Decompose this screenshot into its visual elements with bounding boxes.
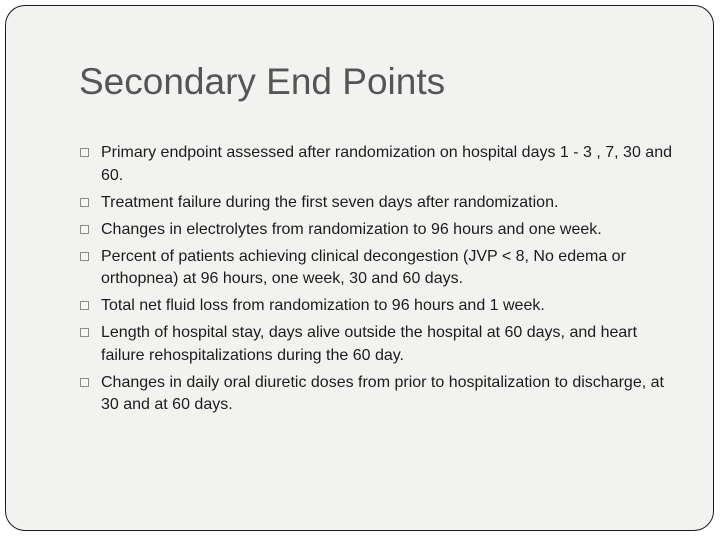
- square-bullet-icon: [80, 225, 89, 234]
- bullet-text: Primary endpoint assessed after randomization on hospital days 1 - 3 , 7, 30 and 60.: [101, 144, 672, 184]
- bullet-list: [80, 142, 680, 421]
- bullet-text: Total net fluid loss from randomization to 96 hours and 1 week.: [101, 297, 545, 314]
- square-bullet-icon: [80, 301, 89, 310]
- square-bullet-icon: [80, 252, 89, 261]
- square-bullet-icon: [80, 198, 89, 207]
- bullet-text: Changes in daily oral diuretic doses from prior to hospitalization to discharge, at 30 and at 60 days.: [101, 373, 664, 413]
- bullet-text: Treatment failure during the first seven days after randomization.: [101, 193, 559, 211]
- bullet-item: [80, 322, 680, 367]
- square-bullet-icon: [80, 328, 89, 337]
- slide-title: Secondary End Points: [79, 61, 446, 102]
- bullet-item: [80, 219, 680, 242]
- bullet-item: [80, 142, 680, 187]
- bullet-item: [80, 372, 680, 417]
- bullet-text: Changes in electrolytes from randomization to 96 hours and one week.: [101, 220, 602, 238]
- bullet-item: [80, 192, 680, 215]
- bullet-text: Length of hospital stay, days alive outside the hospital at 60 days, and heart failure rehospitalizations during the 60 day.: [101, 324, 638, 364]
- bullet-item: [80, 246, 680, 291]
- bullet-text: Percent of patients achieving clinical decongestion (JVP < 8, No edema or orthopnea) at 96 hours, one week, 30 and 60 days.: [101, 247, 626, 287]
- square-bullet-icon: [80, 148, 89, 157]
- square-bullet-icon: [80, 378, 89, 387]
- bullet-item: [80, 295, 680, 318]
